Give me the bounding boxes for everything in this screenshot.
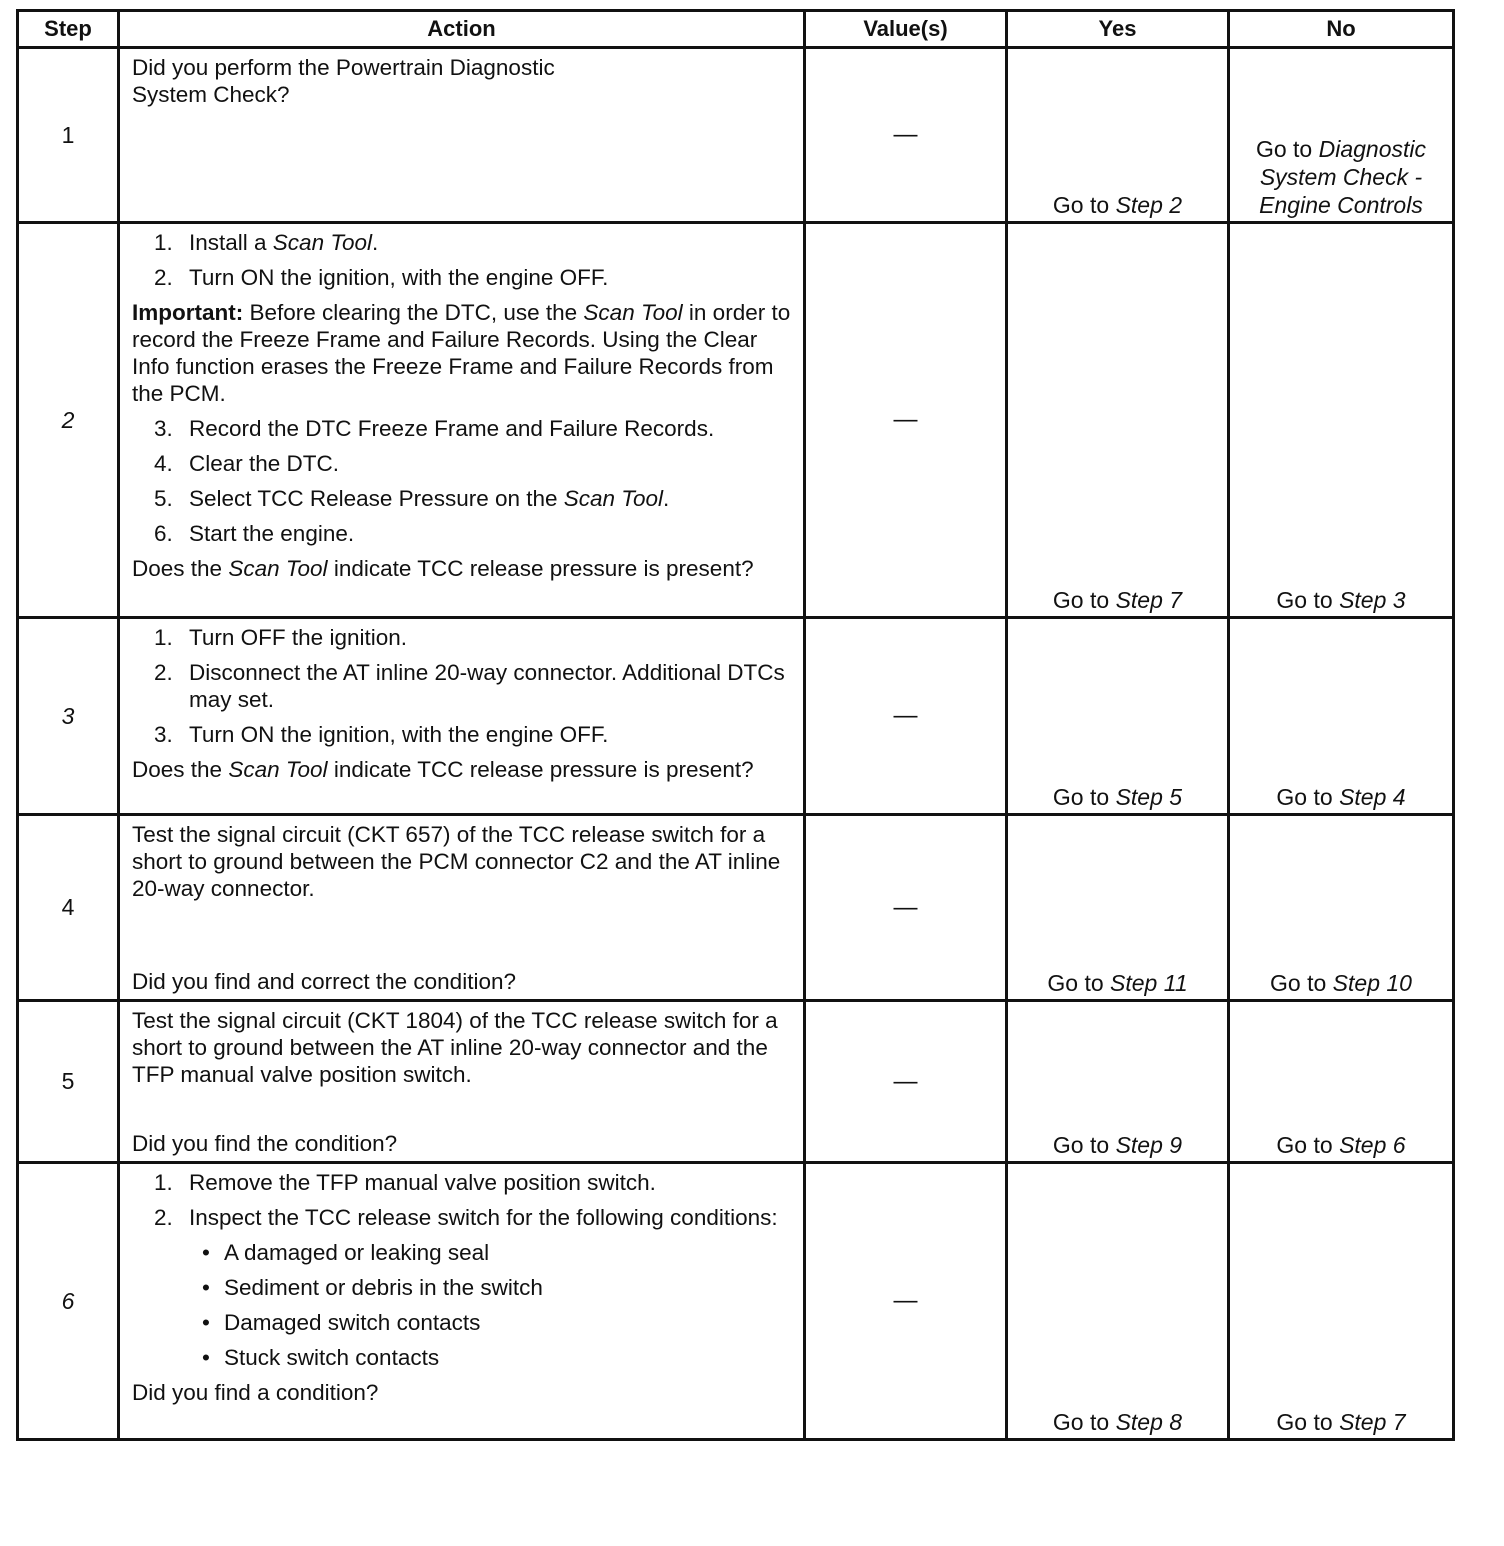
bullet-item: • Stuck switch contacts xyxy=(202,1345,440,1370)
value-cell: — xyxy=(805,815,1007,1001)
table-row-step-2 xyxy=(18,223,1454,618)
question: Did you find and correct the condition? xyxy=(132,969,516,994)
bullet-item: • A damaged or leaking seal xyxy=(202,1240,490,1265)
action-cell xyxy=(119,48,805,223)
action-cell xyxy=(119,618,805,815)
go-to-label: Go to xyxy=(1255,136,1313,162)
value-cell: — xyxy=(805,618,1007,815)
list-item: 2. Inspect the TCC release switch for the following conditions: xyxy=(154,1205,778,1230)
action-text: Test the signal circuit (CKT 1804) of the TCC release switch for a short to ground between the AT inline 20-way connector and the TFP manual valve position switch. xyxy=(132,1008,778,1087)
table-row-step-1 xyxy=(18,48,1454,223)
value-cell: — xyxy=(805,1163,1007,1440)
no-target: Step 10 xyxy=(1332,970,1412,996)
table-row-step-3 xyxy=(18,618,1454,815)
no-cell: Go to Step 7 xyxy=(1229,1163,1454,1440)
yes-target: Step 7 xyxy=(1115,587,1183,613)
important-note: Important: Before clearing the DTC, use the Scan Tool in order to record the Freeze Frame and Failure Records. Using the Clear Info function erases the Freeze Frame and Failure Records from the PCM. xyxy=(132,300,791,406)
no-cell: Go to Step 6 xyxy=(1229,1001,1454,1163)
action-text: Test the signal circuit (CKT 657) of the TCC release switch for a short to ground between the PCM connector C2 and the AT inline 20-way connector. xyxy=(132,822,781,901)
go-to-label: Go to xyxy=(1052,192,1110,218)
list-item: 1. Install a Scan Tool. xyxy=(154,230,379,255)
yes-cell: Go to Step 8 xyxy=(1007,1163,1229,1440)
list-item: 4. Clear the DTC. xyxy=(154,451,340,476)
table-row-step-5 xyxy=(18,1001,1454,1163)
no-cell: Go to Step 4 xyxy=(1229,618,1454,815)
bullet-item: • Sediment or debris in the switch xyxy=(202,1275,543,1300)
list-item: 3. Turn ON the ignition, with the engine OFF. xyxy=(154,722,609,747)
no-cell xyxy=(1229,48,1454,223)
value-cell: — xyxy=(805,223,1007,618)
header-action: Action xyxy=(119,11,805,48)
yes-target: Step 5 xyxy=(1115,784,1183,810)
yes-cell xyxy=(1007,48,1229,223)
no-target: Step 6 xyxy=(1339,1132,1406,1158)
step-number: 4 xyxy=(18,815,119,1001)
no-cell: Go to Step 3 xyxy=(1229,223,1454,618)
no-target-line: Diagnostic xyxy=(1318,136,1427,162)
no-target: Step 7 xyxy=(1339,1409,1406,1435)
bullet-item: • Damaged switch contacts xyxy=(202,1310,481,1335)
list-item: 1. Turn OFF the ignition. xyxy=(154,625,408,650)
no-target-line: System Check - xyxy=(1259,164,1423,190)
question: Did you find the condition? xyxy=(132,1131,398,1156)
value-cell: — xyxy=(805,1001,1007,1163)
header-yes: Yes xyxy=(1007,11,1229,48)
no-target: Step 4 xyxy=(1339,784,1406,810)
table-row-step-4 xyxy=(18,815,1454,1001)
diagnostic-table xyxy=(16,9,1455,1441)
list-item: 5. Select TCC Release Pressure on the Scan Tool. xyxy=(154,486,670,511)
no-target-line: Engine Controls xyxy=(1259,192,1423,218)
question: Does the Scan Tool indicate TCC release pressure is present? xyxy=(132,556,754,581)
action-cell xyxy=(119,223,805,618)
yes-cell: Go to Step 11 xyxy=(1007,815,1229,1001)
step-number: 3 xyxy=(18,618,119,815)
yes-target: Step 11 xyxy=(1110,970,1188,996)
no-cell: Go to Step 10 xyxy=(1229,815,1454,1001)
table-row-step-6 xyxy=(18,1163,1454,1440)
list-item: 1. Remove the TFP manual valve position switch. xyxy=(154,1170,656,1195)
list-item: 3. Record the DTC Freeze Frame and Failure Records. xyxy=(154,416,715,441)
yes-cell: Go to Step 5 xyxy=(1007,618,1229,815)
step-number: 1 xyxy=(18,48,119,223)
header-values: Value(s) xyxy=(805,11,1007,48)
yes-target: Step 8 xyxy=(1115,1409,1183,1435)
step-number: 5 xyxy=(18,1001,119,1163)
question: Does the Scan Tool indicate TCC release pressure is present? xyxy=(132,757,754,782)
yes-cell: Go to Step 9 xyxy=(1007,1001,1229,1163)
value-cell: — xyxy=(805,48,1007,223)
action-cell xyxy=(119,815,805,1001)
header-row xyxy=(18,11,1454,48)
no-target: Step 3 xyxy=(1339,587,1406,613)
header-step: Step xyxy=(18,11,119,48)
yes-target: Step 2 xyxy=(1115,192,1183,218)
action-cell xyxy=(119,1163,805,1440)
yes-cell: Go to Step 7 xyxy=(1007,223,1229,618)
list-item: 2. Disconnect the AT inline 20-way connector. Additional DTCs may set. xyxy=(154,660,785,712)
question: Did you find a condition? xyxy=(132,1380,379,1405)
list-item: 6. Start the engine. xyxy=(154,521,355,546)
step-number: 6 xyxy=(18,1163,119,1440)
action-line: Did you perform the Powertrain Diagnostic xyxy=(132,55,555,80)
action-line: System Check? xyxy=(132,82,290,107)
header-no: No xyxy=(1229,11,1454,48)
list-item: 2. Turn ON the ignition, with the engine OFF. xyxy=(154,265,609,290)
step-number: 2 xyxy=(18,223,119,618)
yes-target: Step 9 xyxy=(1115,1132,1183,1158)
action-cell xyxy=(119,1001,805,1163)
